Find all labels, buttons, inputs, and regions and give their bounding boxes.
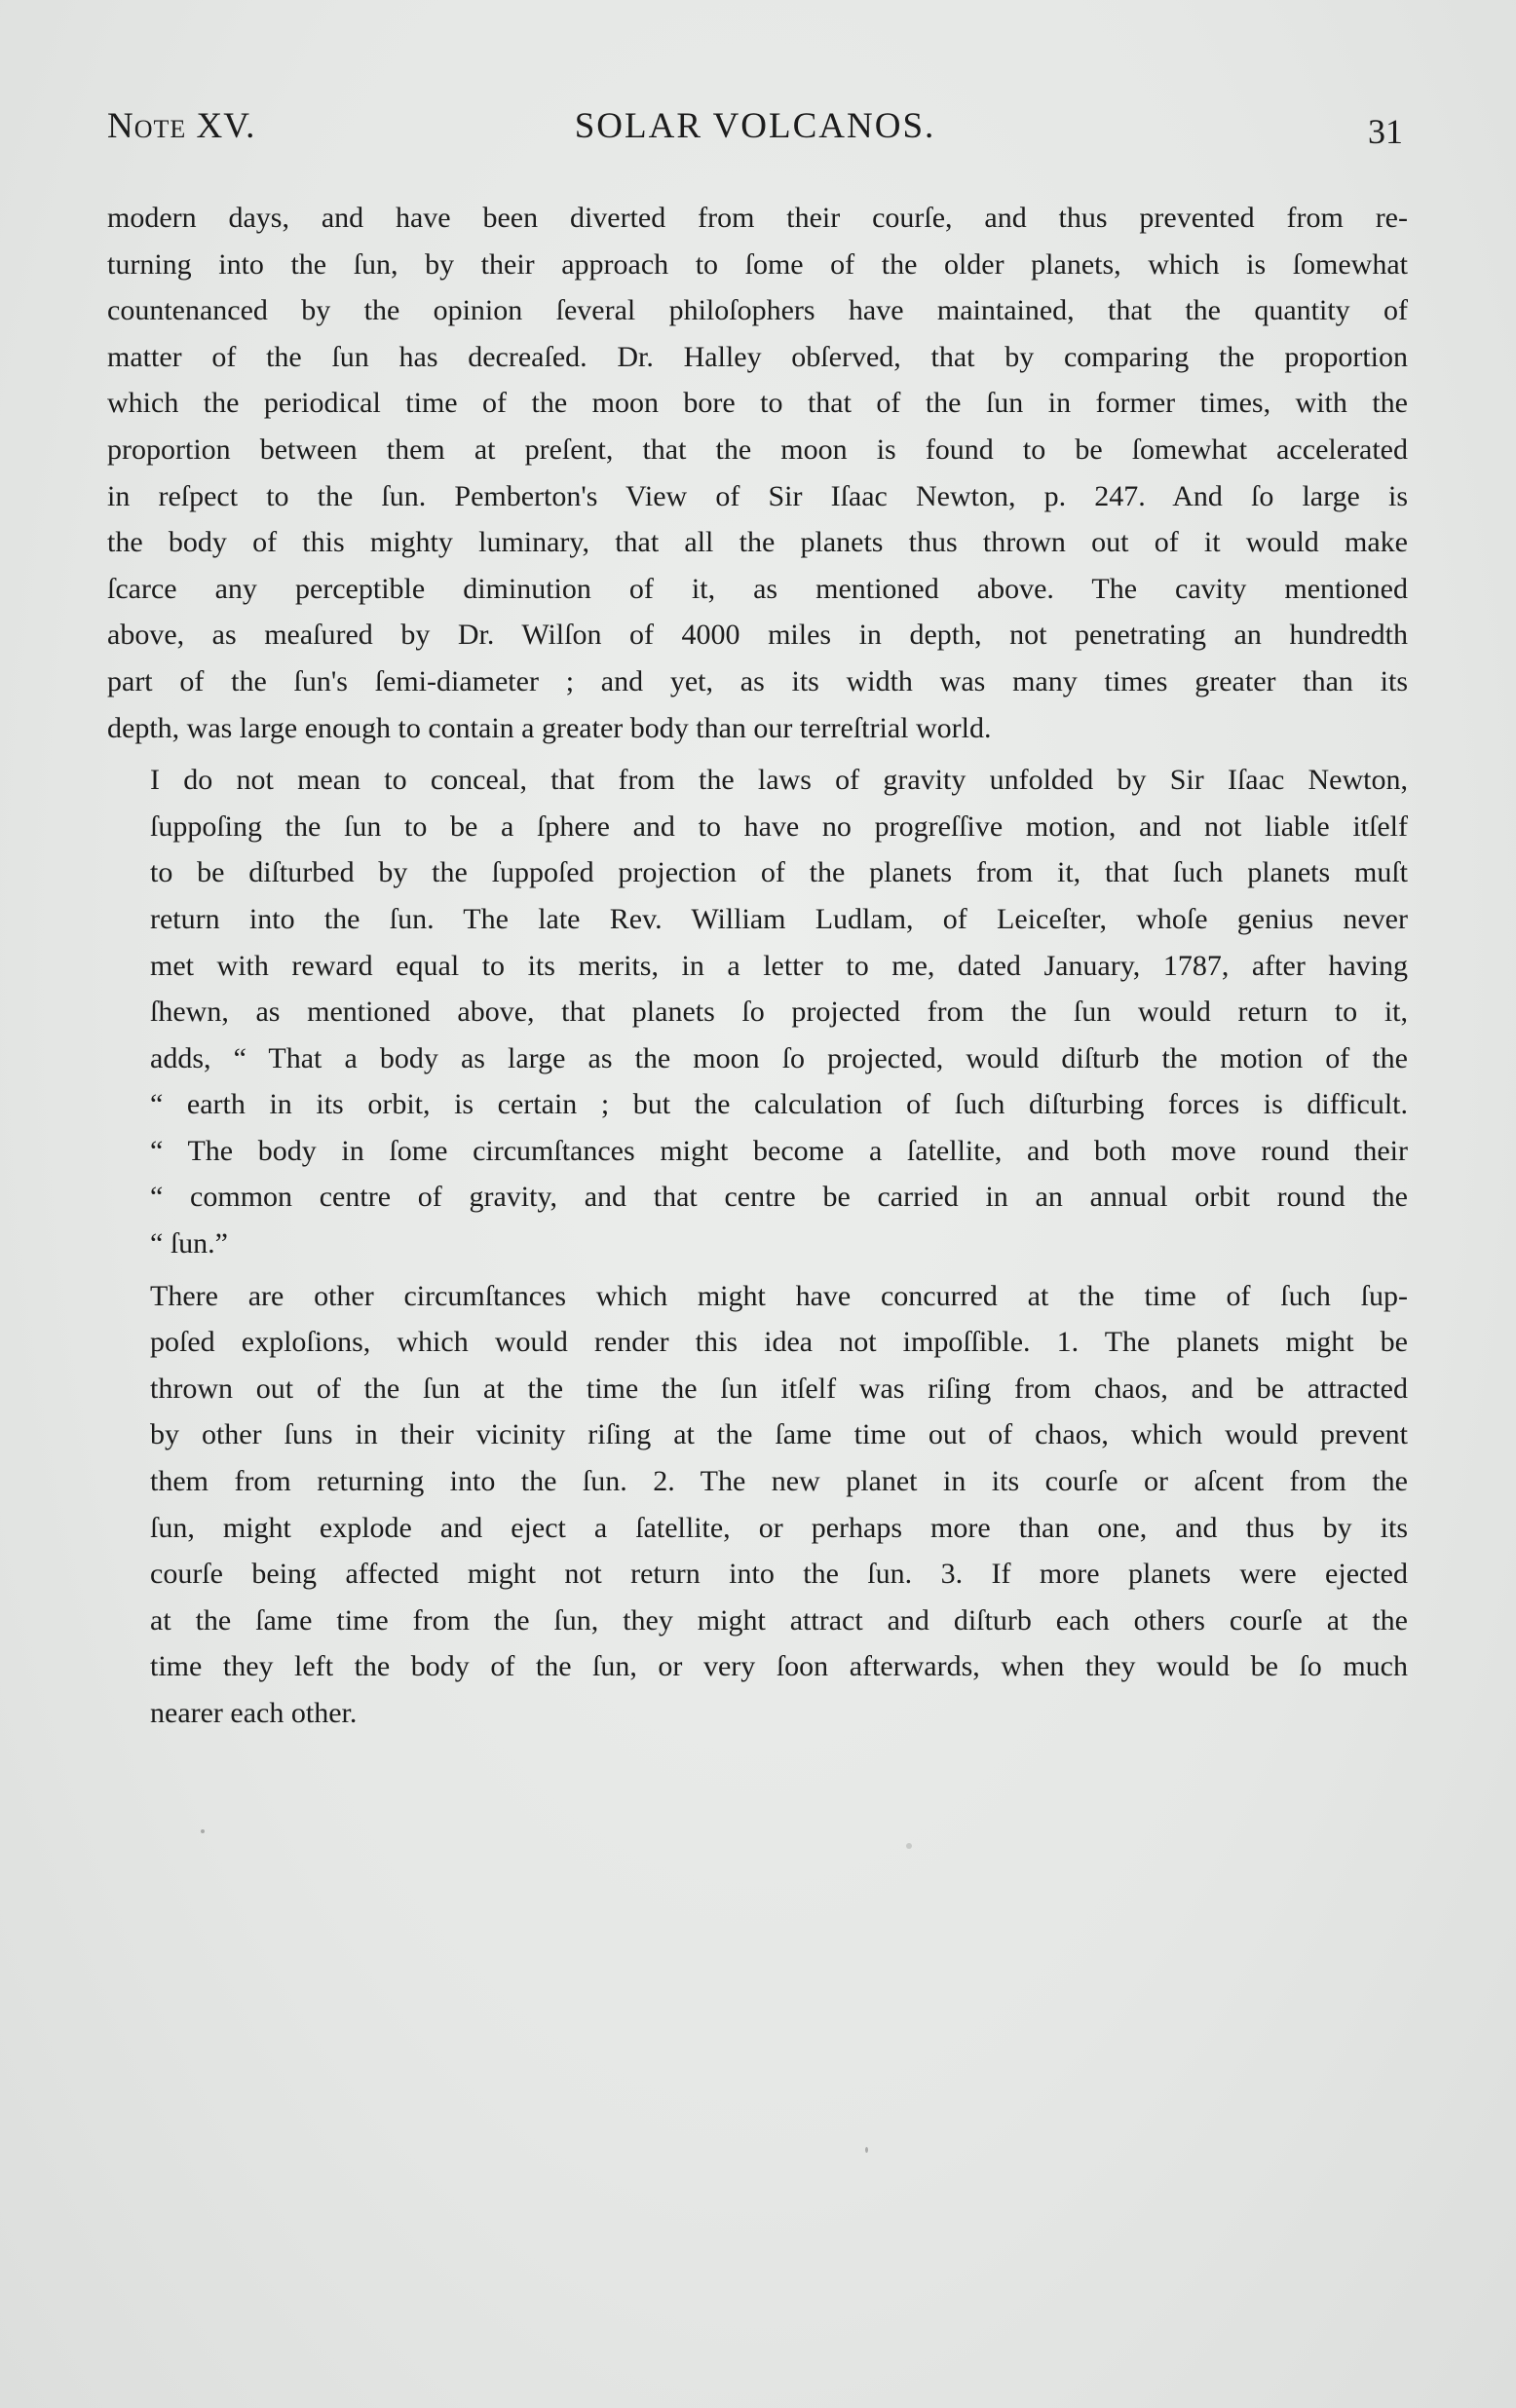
body-text xyxy=(107,195,1408,1737)
text-line: nearer each other. xyxy=(150,1697,358,1729)
text-line: modern days, and have been diverted from their courſe, and thus prevented from re- xyxy=(107,202,1408,234)
text-line: countenanced by the opinion ſeveral philoſophers have maintained, that the quantity of xyxy=(107,294,1408,327)
text-line: in reſpect to the ſun. Pemberton's View of Sir Iſaac Newton, p. 247. And ſo large is xyxy=(107,479,1408,512)
text-line: matter of the ſun has decreaſed. Dr. Halley obſerved, that by comparing the proportion xyxy=(107,340,1408,373)
running-header xyxy=(107,105,1403,164)
text-line: depth, was large enough to contain a greater body than our terreſtrial world. xyxy=(107,711,992,744)
text-line: courſe being affected might not return into the ſun. 3. If more planets were ejected xyxy=(150,1558,1408,1591)
text-line: “ ſun.” xyxy=(150,1227,228,1260)
running-title: SOLAR VOLCANOS. xyxy=(574,106,936,146)
text-line: “ common centre of gravity, and that centre be carried in an annual orbit round the xyxy=(150,1181,1408,1214)
text-line: “ The body in ſome circumſtances might become a ſatellite, and both move round their xyxy=(150,1134,1408,1167)
text-line: time they left the body of the ſun, or very ſoon afterwards, when they would be ſo much xyxy=(150,1650,1408,1683)
paragraph xyxy=(107,757,1408,1267)
paper-speck xyxy=(201,1829,205,1833)
text-line: There are other circumſtances which might have concurred at the time of ſuch ſup- xyxy=(150,1279,1408,1312)
note-number: XV. xyxy=(196,106,256,146)
text-line: adds, “ That a body as large as the moon ſo projected, would diſturb the motion of the xyxy=(150,1041,1408,1074)
text-line: ſhewn, as mentioned above, that planets ſo projected from the ſun would return to it, xyxy=(150,996,1408,1029)
text-line: above, as meaſured by Dr. Wilſon of 4000 miles in depth, not penetrating an hundredth xyxy=(107,619,1408,652)
text-line: “ earth in its orbit, is certain ; but the calculation of ſuch diſturbing forces is difficult. xyxy=(150,1088,1408,1121)
text-line: I do not mean to conceal, that from the laws of gravity unfolded by Sir Iſaac Newton, xyxy=(150,764,1408,797)
text-line: thrown out of the ſun at the time the ſun itſelf was riſing from chaos, and be attracted xyxy=(150,1372,1408,1405)
text-line: ſuppoſing the ſun to be a ſphere and to have no progreſſive motion, and not liable itſelf xyxy=(150,809,1408,843)
text-line: return into the ſun. The late Rev. William Ludlam, of Leiceſter, whoſe genius never xyxy=(150,902,1408,935)
paper-speck xyxy=(906,1843,912,1849)
text-line: met with reward equal to its merits, in a letter to me, dated January, 1787, after having xyxy=(150,949,1408,982)
text-line: ſcarce any perceptible diminution of it, as mentioned above. The cavity mentioned xyxy=(107,572,1408,605)
text-line: part of the ſun's ſemi-diameter ; and yet, as its width was many times greater than its xyxy=(107,664,1408,697)
text-line: to be diſturbed by the ſuppoſed projection of the planets from it, that ſuch planets muſt xyxy=(150,856,1408,889)
paragraph xyxy=(107,195,1408,751)
text-line: which the periodical time of the moon bore to that of the ſun in former times, with the xyxy=(107,387,1408,420)
text-line: the body of this mighty luminary, that all the planets thus thrown out of it would make xyxy=(107,526,1408,559)
text-line: by other ſuns in their vicinity riſing at the ſame time out of chaos, which would prevent xyxy=(150,1418,1408,1451)
paragraph xyxy=(107,1273,1408,1737)
paper-speck xyxy=(865,2147,868,2153)
text-line: proportion between them at preſent, that the moon is found to be ſomewhat accelerated xyxy=(107,433,1408,466)
note-prefix: Note xyxy=(107,106,187,146)
text-line: ſun, might explode and eject a ſatellite, or perhaps more than one, and thus by its xyxy=(150,1511,1408,1544)
page-number: 31 xyxy=(1368,112,1403,151)
text-line: poſed exploſions, which would render this idea not impoſſible. 1. The planets might be xyxy=(150,1326,1408,1359)
text-line: turning into the ſun, by their approach to ſome of the older planets, which is ſomewhat xyxy=(107,247,1408,281)
text-line: at the ſame time from the ſun, they might attract and diſturb each others courſe at the xyxy=(150,1603,1408,1637)
text-line: them from returning into the ſun. 2. The new planet in its courſe or aſcent from the xyxy=(150,1465,1408,1498)
